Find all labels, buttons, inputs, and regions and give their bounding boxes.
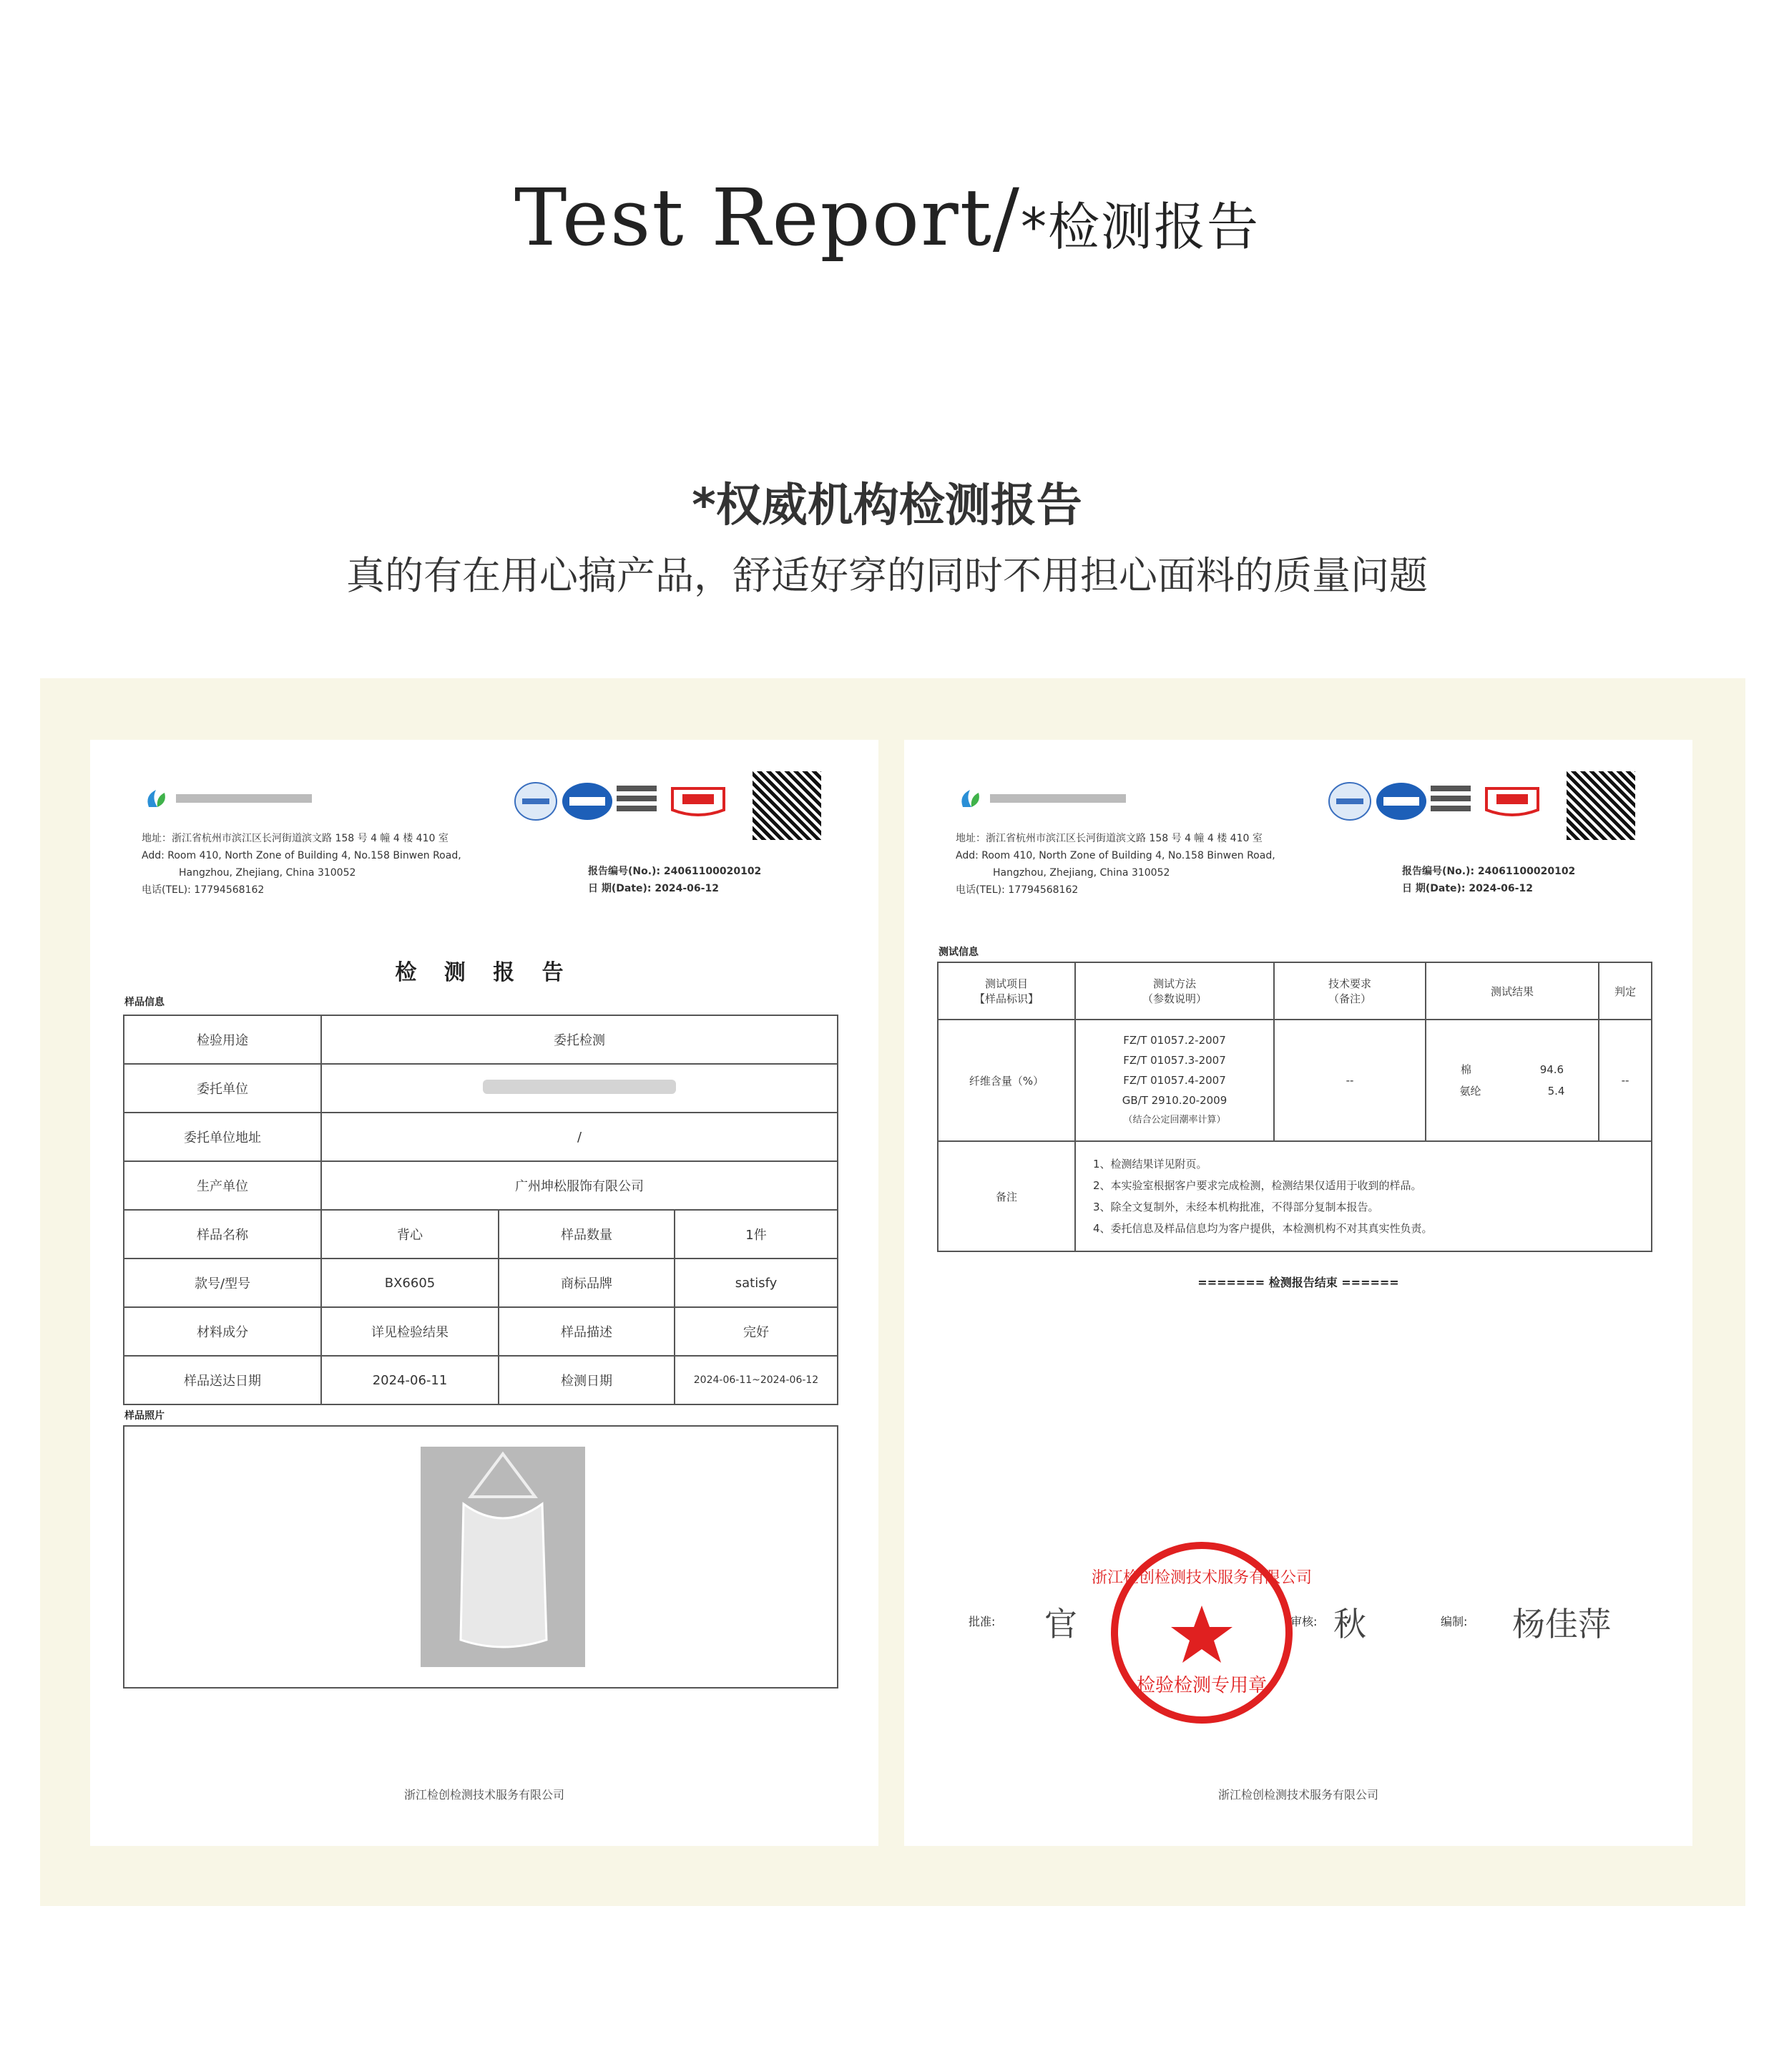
section-sample-photo: 样品照片 <box>124 1410 165 1422</box>
qr-code[interactable] <box>753 771 821 840</box>
report-number-block: 报告编号(No.): 24061100020102 日 期(Date): 2024-06-12 <box>588 866 762 894</box>
cnas-logo <box>561 781 614 821</box>
review-label: 审核: <box>1290 1615 1318 1628</box>
company-footer: 浙江检创检测技术服务有限公司 <box>1217 1788 1378 1802</box>
test-results: 棉 94.6 氨纶 5.4 <box>1426 1020 1599 1141</box>
report-panel <box>40 678 1745 1906</box>
title-english: Test Report/ <box>514 172 1021 263</box>
qr-code[interactable] <box>1567 771 1635 840</box>
approve-signature: 官 <box>1044 1605 1077 1643</box>
cnas-testing-logo <box>617 781 657 821</box>
page-title <box>0 172 1774 263</box>
cnas-testing-logo <box>1431 781 1471 821</box>
company-logo-icon <box>956 786 984 814</box>
table-row: 委托单位 <box>124 1064 838 1113</box>
title-chinese: *检测报告 <box>1020 197 1260 257</box>
sample-info-table <box>123 1015 838 1405</box>
address-block: 地址：浙江省杭州市滨江区长河街道滨文路 158 号 4 幢 4 楼 410 室 Add: Room 410, North Zone of Building 4, No.158 Binwen Road, Hangzhou, Zhejiang, China 310052 电话(TEL): 17794568162 <box>142 833 461 896</box>
company-name-logo <box>990 794 1126 803</box>
address-block: 地址：浙江省杭州市滨江区长河街道滨文路 158 号 4 幢 4 楼 410 室 Add: Room 410, North Zone of Building 4, No.158 Binwen Road, Hangzhou, Zhejiang, China 310052 电话(TEL): 17794568162 <box>956 833 1275 896</box>
edit-label: 编制: <box>1441 1615 1468 1628</box>
report-title: 检 测 报 告 <box>395 960 574 985</box>
section-test-info: 测试信息 <box>939 947 979 958</box>
subtitle: *权威机构检测报告 <box>692 479 1082 532</box>
table-row: 样品名称 背心 样品数量 1件 <box>124 1210 838 1259</box>
cnas-logo <box>1375 781 1428 821</box>
cma-logo <box>1482 781 1542 821</box>
test-methods: FZ/T 01057.2-2007 FZ/T 01057.3-2007 FZ/T 01057.4-2007 GB/T 2910.20-2009 （结合公定回潮率计算） <box>1075 1020 1274 1141</box>
sample-photo-box <box>123 1425 838 1689</box>
notes-list: 1、检测结果详见附页。 2、本实验室根据客户要求完成检测，检测结果仅适用于收到的样品。 3、除全文复制外，未经本机构批准，不得部分复制本报告。 4、委托信息及样品信息均为客户提供，本检测机构不对其真实性负责。 <box>1075 1141 1652 1251</box>
test-result-table <box>937 962 1652 1252</box>
cma-logo <box>668 781 728 821</box>
report-end-marker: ======= 检测报告结束 ====== <box>1197 1276 1399 1289</box>
report-page-right <box>904 740 1692 1846</box>
table-row: 样品送达日期 2024-06-11 检测日期 2024-06-11~2024-06-12 <box>124 1356 838 1404</box>
sample-photo <box>421 1447 585 1667</box>
table-row: 生产单位 广州坤松服饰有限公司 <box>124 1161 838 1210</box>
garment-image <box>421 1447 585 1667</box>
company-name-logo <box>176 794 312 803</box>
ilac-mra-logo <box>514 781 558 821</box>
table-row: 委托单位地址 / <box>124 1113 838 1161</box>
tagline: 真的有在用心搞产品，舒适好穿的同时不用担心面料的质量问题 <box>346 553 1428 598</box>
table-row: 备注 1、检测结果详见附页。 2、本实验室根据客户要求完成检测，检测结果仅适用于收到的样品。 3、除全文复制外，未经本机构批准，不得部分复制本报告。 4、委托信息及样品信息均为客户提供，本检测机构不对其真实性负责。 <box>938 1141 1652 1251</box>
edit-signature: 杨佳萍 <box>1512 1605 1611 1643</box>
report-page-left <box>90 740 878 1846</box>
report-number-block: 报告编号(No.): 24061100020102 日 期(Date): 2024-06-12 <box>1402 866 1576 894</box>
ilac-mra-logo <box>1328 781 1372 821</box>
redacted-client <box>321 1064 838 1113</box>
section-sample-info: 样品信息 <box>124 997 165 1008</box>
table-row: 检验用途 委托检测 <box>124 1015 838 1064</box>
review-signature: 秋 <box>1333 1605 1366 1643</box>
table-row: 款号/型号 BX6605 商标品牌 satisfy <box>124 1259 838 1307</box>
table-row: 纤维含量（%） FZ/T 01057.2-2007 FZ/T 01057.3-2007 FZ/T 01057.4-2007 GB/T 2910.20-2009 （结合公定回潮率计算） -- 棉 94.6 氨纶 5.4 -- <box>938 1020 1652 1141</box>
svg-text:检验检测专用章: 检验检测专用章 <box>1136 1675 1268 1696</box>
approve-label: 批准: <box>969 1615 996 1628</box>
svg-text:浙江检创检测技术服务有限公司: 浙江检创检测技术服务有限公司 <box>1091 1569 1313 1587</box>
company-logo-icon <box>142 786 170 814</box>
table-header-row: 测试项目 【样品标识】 测试方法 （参数说明） 技术要求 （备注） 测试结果 判定 <box>938 962 1652 1020</box>
table-row: 材料成分 详见检验结果 样品描述 完好 <box>124 1307 838 1356</box>
company-footer: 浙江检创检测技术服务有限公司 <box>403 1788 564 1802</box>
